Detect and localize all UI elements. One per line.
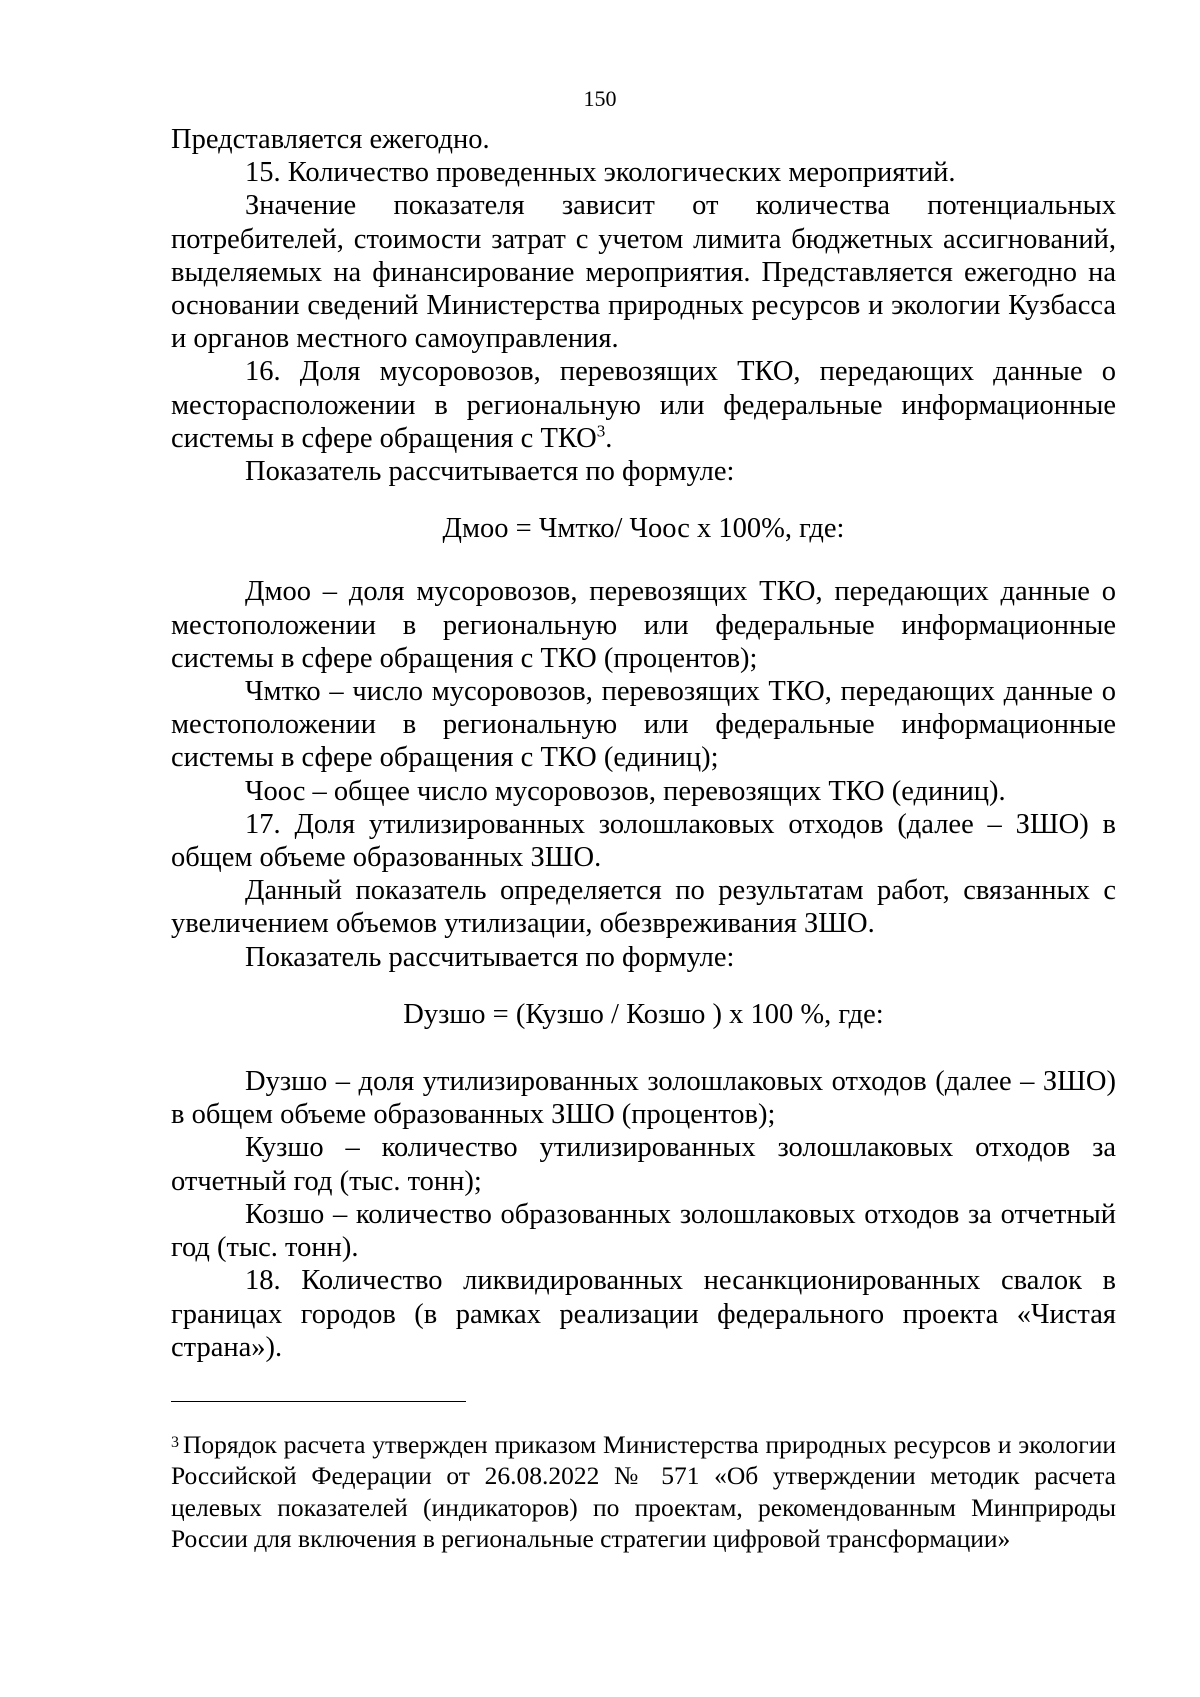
paragraph: Представляется ежегодно. [171,124,490,155]
footnote-separator [171,1401,466,1402]
page-number: 150 [583,86,617,111]
paragraph: Кузшо – количество утилизированных золошлаковых отходов за отчетный год (тыс. тонн); [171,1132,1116,1197]
paragraph: Дмоо – доля мусоровозов, перевозящих ТКО, передающих данные о местоположении в региональную или федеральные информационные системы в сфере обращения с ТКО (процентов); [171,576,1116,674]
paragraph: Значение показателя зависит от количества потенциальных потребителей, стоимости затрат с учетом лимита бюджетных ассигнований, выделяемых на финансирование мероприятия. Представляется ежегодно на основании сведений Министерства природных ресурсов и экологии Кузбасса и органов местного самоуправления. [171,190,1116,355]
formula-dmoo: Дмоо = Чмтко/ Чоос х 100%, где: [442,513,845,545]
footnote [171,1427,1116,1554]
document-body [171,123,1116,1364]
paragraph-item-18: 18. Количество ликвидированных несанкционированных свалок в границах городов (в рамках реализации федерального проекта «Чистая страна»). [171,1265,1116,1363]
footnote-mark: 3 [171,1434,179,1451]
paragraph-end-punct: . [605,422,613,454]
footnote-text: Порядок расчета утвержден приказом Министерства природных ресурсов и экологии Российской Федерации от 26.08.2022 № 571 «Об утверждении методик расчета целевых показателей (индикаторов) по проектам, рекомендованным Минприроды России для включения в региональные стратегии цифровой трансформации» [171,1430,1116,1553]
paragraph-item-16 [171,355,1116,455]
paragraph: Dузшо – доля утилизированных золошлаковых отходов (далее – ЗШО) в общем объеме образованных ЗШО (процентов); [171,1066,1116,1131]
paragraph: Показатель рассчитывается по формуле: [245,456,735,488]
paragraph-item-17: 17. Доля утилизированных золошлаковых отходов (далее – ЗШО) в общем объеме образованных ЗШО. [171,808,1116,874]
paragraph-item-15: 15. Количество проведенных экологических мероприятий. [245,157,956,189]
paragraph: Чмтко – число мусоровозов, перевозящих ТКО, передающих данные о местоположении в региональную или федеральные информационные системы в сфере обращения с ТКО (единиц); [171,676,1116,774]
paragraph: Козшо – количество образованных золошлаковых отходов за отчетный год (тыс. тонн). [171,1198,1116,1264]
paragraph: Чоос – общее число мусоровозов, перевозящих ТКО (единиц). [245,775,1006,807]
formula-duzsho: Dузшо = (Кузшо / Козшо ) х 100 %, где: [403,998,884,1030]
paragraph-text: 16. Доля мусоровозов, перевозящих ТКО, передающих данные о месторасположении в региональную или федеральные информационные системы в сфере обращения с ТКО [171,356,1116,454]
paragraph: Показатель рассчитывается по формуле: [245,941,735,973]
paragraph: Данный показатель определяется по результатам работ, связанных с увеличением объемов утилизации, обезвреживания ЗШО. [171,875,1116,940]
footnote-reference[interactable]: 3 [596,421,606,441]
